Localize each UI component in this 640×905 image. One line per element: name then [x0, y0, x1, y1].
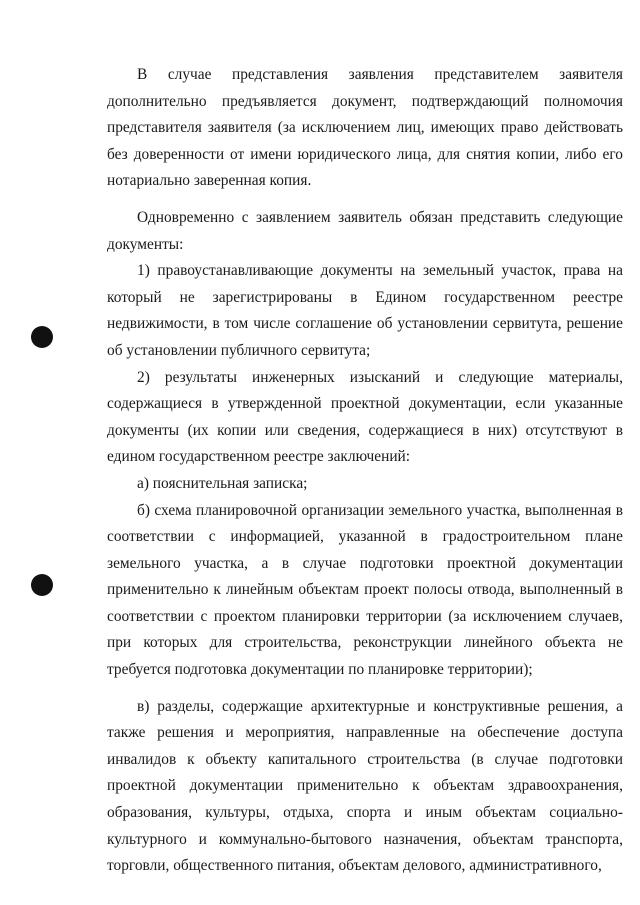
- paragraph-required-docs-intro: Одновременно с заявлением заявитель обязан представить следующие документы:: [107, 208, 623, 253]
- binder-hole-mark: [31, 574, 53, 596]
- sub-item-a: а) пояснительная записка;: [137, 474, 308, 492]
- sub-item-b: б) схема планировочной организации земельного участка, выполненная в соответствии с информацией, указанной в градостроительном плане земельного участка, а в случае подготовки проектной документации применительно к линейным объектам проект полосы отвода, выполненный в соответствии с проектом планировки территории (за исключением случаев, при которых для строительства, реконструкции линейного объекта не требуется подготовка документации по планировке территории);: [107, 501, 623, 679]
- sub-item-v: в) разделы, содержащие архитектурные и конструктивные решения, а также решения и мероприятия, направленные на обеспечение доступа инвалидов к объекту капитального строительства (в случае подготовки проектной документации применительно к объектам здравоохранения, образования, культуры, отдыха, спорта и иным объектам социально-культурного и коммунально-бытового назначения, объектам транспорта, торговли, общественного питания, объектам делового, административного,: [107, 697, 623, 875]
- paragraph-representative: В случае представления заявления представителем заявителя дополнительно предъявляется документ, подтверждающий полномочия представителя заявителя (за исключением лиц, имеющих право действовать без доверенности от имени юридического лица, для снятия копии, либо его нотариально заверенная копия.: [107, 66, 623, 190]
- binder-hole-mark: [31, 326, 53, 348]
- document-body: [107, 62, 623, 880]
- list-item-2: 2) результаты инженерных изысканий и следующие материалы, содержащиеся в утвержденной проектной документации, если указанные документы (их копии или сведения, содержащиеся в них) отсутствуют в едином государственном реестре заключений:: [107, 368, 623, 466]
- list-item-1: 1) правоустанавливающие документы на земельный участок, права на который не зарегистрированы в Едином государственном реестре недвижимости, в том числе соглашение об установлении сервитута, решение об установлении публичного сервитута;: [107, 262, 623, 359]
